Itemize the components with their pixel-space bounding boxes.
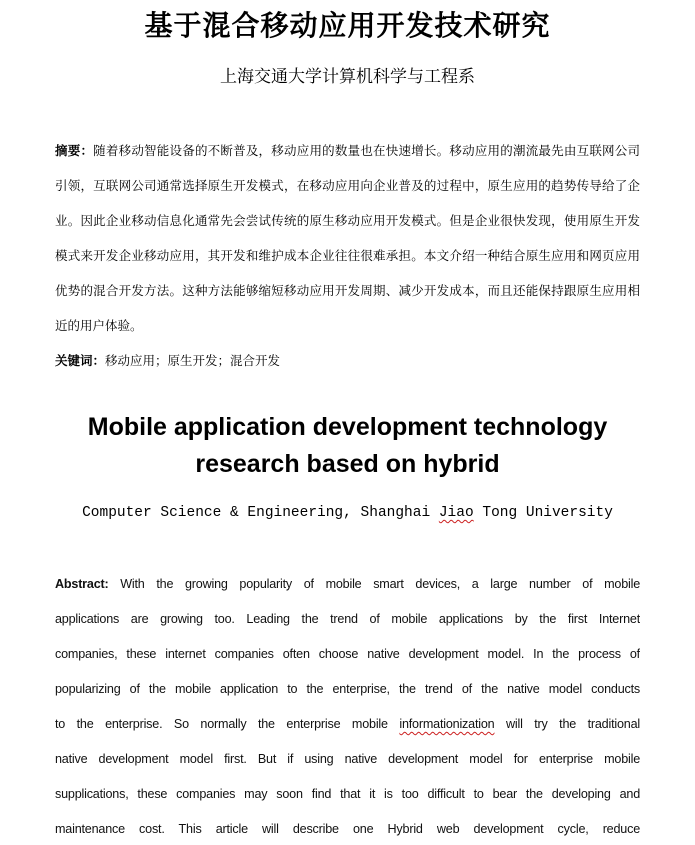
abstract-zh-line: 引领，互联网公司通常选择原生开发模式，在移动应用向企业普及的过程中，原生应用的趋势传导给了企 bbox=[55, 179, 640, 193]
abstract-en-line: native development model first. But if using native development model for enterprise mobile bbox=[55, 752, 640, 766]
abstract-en-line: applications are growing too. Leading the trend of mobile applications by the first Internet bbox=[55, 612, 640, 626]
abstract-en-line: companies, these internet companies often choose native development model. In the process of bbox=[55, 647, 640, 661]
abstract-zh-line: 近的用户体验。 bbox=[55, 319, 143, 333]
abstract-zh-line: 优势的混合开发方法。这种方法能够缩短移动应用开发周期、减少开发成本，而且还能保持跟原生应用相 bbox=[55, 284, 640, 298]
paper-title-en-line2: research based on hybrid bbox=[195, 450, 500, 478]
abstract-en-line: maintenance cost. This article will describe one Hybrid web development cycle, reduce bbox=[55, 822, 640, 836]
paper-title-en-line1: Mobile application development technology bbox=[87, 413, 608, 441]
abstract-en bbox=[55, 567, 640, 845]
paper-title-zh: 基于混合移动应用开发技术研究 bbox=[144, 11, 551, 42]
affiliation-en bbox=[55, 503, 640, 523]
abstract-en-line: supplications, these companies may soon find that it is too difficult to bear the developing and bbox=[55, 787, 640, 801]
abstract-en-line bbox=[55, 707, 640, 742]
keywords-zh-label: 关键词： bbox=[55, 354, 106, 368]
abstract-en-line: popularizing of the mobile application to the enterprise, the trend of the native model conducts bbox=[55, 682, 640, 696]
abstract-en-text: With the growing popularity of mobile smart devices, a large number of mobile bbox=[108, 577, 640, 591]
abstract-zh-line: 业。因此企业移动信息化通常先会尝试传统的原生移动应用开发模式。但是企业很快发现，使用原生开发 bbox=[55, 214, 640, 228]
keywords-zh-text: 移动应用；原生开发；混合开发 bbox=[105, 354, 281, 368]
abstract-zh bbox=[55, 134, 640, 344]
paper-title-en bbox=[55, 409, 640, 483]
abstract-zh-label: 摘要： bbox=[55, 144, 94, 158]
affiliation-en-post: Tong University bbox=[473, 505, 613, 521]
abstract-en-spellcheck-word: informationization bbox=[399, 717, 495, 731]
paper-subtitle-affiliation-zh: 上海交通大学计算机科学与工程系 bbox=[220, 67, 475, 86]
abstract-zh-line bbox=[55, 134, 640, 169]
keywords-zh bbox=[55, 344, 640, 379]
abstract-en-line bbox=[55, 567, 640, 602]
affiliation-en-spellcheck-word: Jiao bbox=[438, 505, 474, 521]
abstract-en-text: will try the traditional bbox=[494, 717, 640, 731]
abstract-zh-line: 模式来开发企业移动应用，其开发和维护成本企业往往很难承担。本文介绍一种结合原生应用和网页应用 bbox=[55, 249, 640, 263]
abstract-en-text: to the enterprise. So normally the enterprise mobile bbox=[55, 717, 400, 731]
abstract-zh-text: 随着移动智能设备的不断普及，移动应用的数量也在快速增长。移动应用的潮流最先由互联网公司 bbox=[93, 144, 640, 158]
affiliation-en-pre: Computer Science & Engineering, Shanghai bbox=[82, 505, 439, 521]
abstract-en-label: Abstract: bbox=[55, 577, 109, 591]
